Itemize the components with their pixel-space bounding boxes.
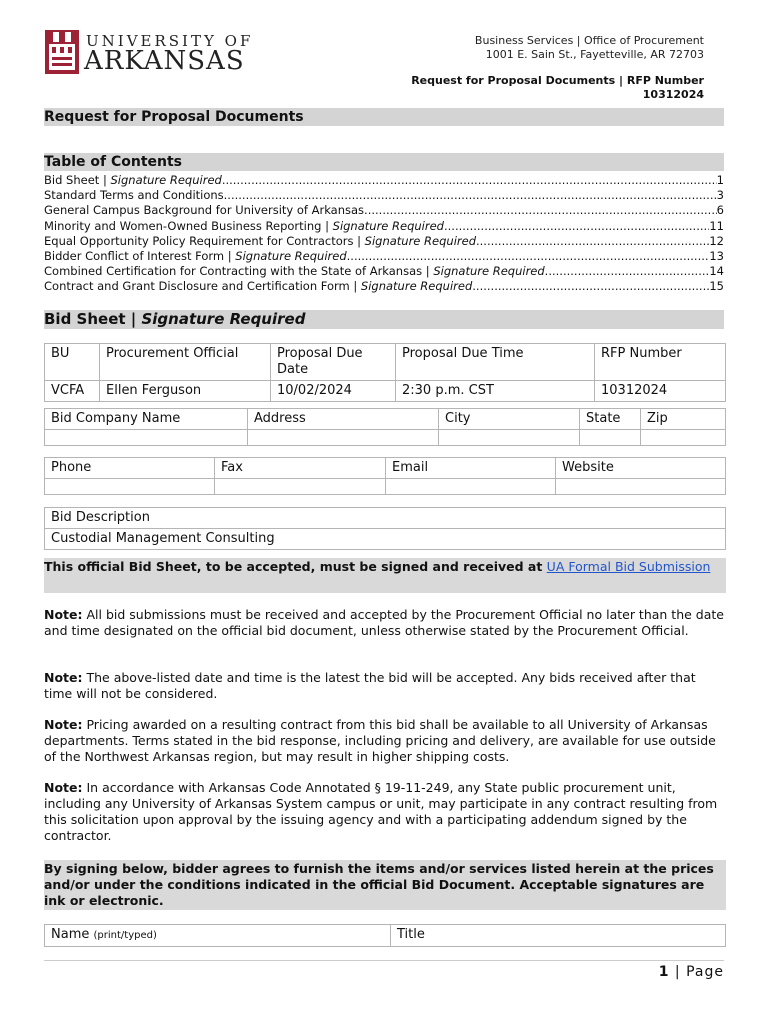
description-table: [44, 507, 726, 550]
address-field[interactable]: [248, 430, 439, 446]
bid-description-label: Bid Description: [45, 508, 726, 529]
state-field[interactable]: [580, 430, 641, 446]
toc-entry[interactable]: Combined Certification for Contracting with the State of Arkansas | Signature Required ..... 14: [44, 264, 724, 279]
university-logo: [44, 28, 254, 78]
header-website: Website: [556, 458, 726, 479]
bid-sheet-title: Bid Sheet | Signature Required: [44, 310, 724, 329]
value-rfp-number: 10312024: [595, 381, 726, 402]
header-proposal-due-time: Proposal Due Time: [396, 344, 595, 381]
header-address: 1001 E. Sain St., Fayetteville, AR 72703: [485, 48, 704, 61]
email-field[interactable]: [386, 479, 556, 495]
header-rfp-number: 10312024: [642, 88, 704, 101]
toc-entry[interactable]: Minority and Women-Owned Business Reporting | Signature Required ..... 11: [44, 219, 724, 234]
contact-table: [44, 457, 726, 495]
table-of-contents: [44, 173, 724, 295]
toc-entry[interactable]: Equal Opportunity Policy Requirement for Contractors | Signature Required ..... 12: [44, 234, 724, 249]
toc-entry[interactable]: Contract and Grant Disclosure and Certification Form | Signature Required ..... 15: [44, 279, 724, 294]
header-bid-company-name: Bid Company Name: [45, 409, 248, 430]
zip-field[interactable]: [641, 430, 726, 446]
header-bu: BU: [45, 344, 100, 381]
phone-field[interactable]: [45, 479, 215, 495]
signature-table: [44, 924, 726, 947]
company-table: [44, 408, 726, 446]
value-procurement-official: Ellen Ferguson: [100, 381, 271, 402]
submission-statement: This official Bid Sheet, to be accepted, must be signed and received at UA Formal Bid Submission: [44, 558, 726, 593]
header-proposal-due-date: Proposal Due Date: [271, 344, 396, 381]
header-email: Email: [386, 458, 556, 479]
toc-entry[interactable]: General Campus Background for University of Arkansas ..... 6: [44, 203, 724, 218]
value-proposal-due-date: 10/02/2024: [271, 381, 396, 402]
header-state: State: [580, 409, 641, 430]
toc-entry[interactable]: Standard Terms and Conditions ..... 3: [44, 188, 724, 203]
bid-info-table: [44, 343, 726, 402]
fax-field[interactable]: [215, 479, 386, 495]
note-2: Note: The above-listed date and time is the latest the bid will be accepted. Any bids received after that time will not be considered.: [44, 670, 696, 701]
page-footer: 1 | Page: [658, 964, 724, 980]
note-3: Note: Pricing awarded on a resulting contract from this bid shall be available to all University of Arkansas departments. Terms stated in the bid response, including pricing and delivery, are available for use outside of the Northwest Arkansas region, but may result in higher shipping costs.: [44, 717, 716, 764]
header-fax: Fax: [215, 458, 386, 479]
city-field[interactable]: [439, 430, 580, 446]
header-address: Address: [248, 409, 439, 430]
bid-company-name-field[interactable]: [45, 430, 248, 446]
toc-title: Table of Contents: [44, 153, 724, 171]
title-field[interactable]: Title: [391, 925, 726, 947]
toc-entry[interactable]: Bid Sheet | Signature Required ..... 1: [44, 173, 724, 188]
value-proposal-due-time: 2:30 p.m. CST: [396, 381, 595, 402]
toc-entry[interactable]: Bidder Conflict of Interest Form | Signature Required ..... 13: [44, 249, 724, 264]
section-title: Request for Proposal Documents: [44, 108, 724, 126]
note-1: Note: All bid submissions must be received and accepted by the Procurement Official no later than the date and time designated on the official bid document, unless otherwise stated by the Procurement Official.: [44, 607, 724, 638]
header-zip: Zip: [641, 409, 726, 430]
note-4: Note: In accordance with Arkansas Code Annotated § 19-11-249, any State public procurement unit, including any University of Arkansas System campus or unit, may participate in any contract resulting from this solicitation upon approval by the issuing agency and with a participating addendum signed by the contractor.: [44, 780, 718, 843]
formal-bid-submission-link[interactable]: UA Formal Bid Submission: [546, 559, 711, 574]
header-rfp-number: RFP Number: [595, 344, 726, 381]
header-procurement-official: Procurement Official: [100, 344, 271, 381]
agreement-statement: By signing below, bidder agrees to furnish the items and/or services listed herein at the prices and/or under the conditions indicated in the official Bid Document. Acceptable signatures are ink or electronic.: [44, 860, 726, 910]
bid-description-value: Custodial Management Consulting: [45, 529, 726, 550]
footer-divider: [44, 960, 724, 961]
header-city: City: [439, 409, 580, 430]
logo-arkansas: ARKANSAS: [84, 46, 245, 76]
old-main-logo-icon: [44, 28, 80, 76]
header-doc-title: Request for Proposal Documents | RFP Number: [411, 74, 704, 87]
value-bu: VCFA: [45, 381, 100, 402]
logo-university-of: UNIVERSITY OF: [86, 32, 254, 50]
website-field[interactable]: [556, 479, 726, 495]
header-phone: Phone: [45, 458, 215, 479]
header-department: Business Services | Office of Procurement: [474, 34, 704, 47]
name-field[interactable]: Name (print/typed): [45, 925, 391, 947]
